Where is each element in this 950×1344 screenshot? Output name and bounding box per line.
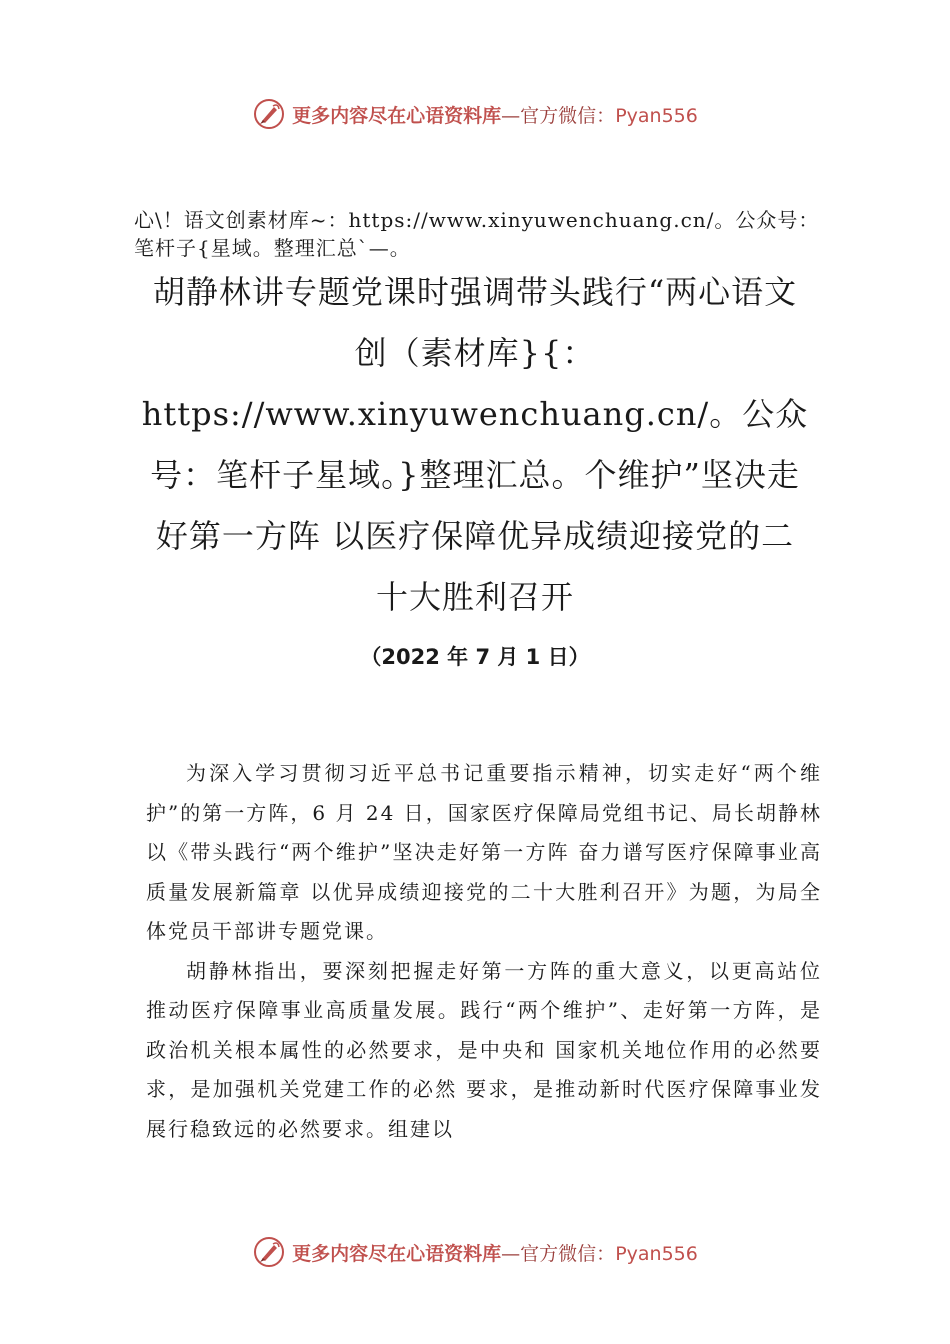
watermark-text: 更多内容尽在心语资料库—官方微信：Pyan556	[292, 104, 698, 127]
watermark-text: 更多内容尽在心语资料库—官方微信：Pyan556	[292, 1242, 698, 1265]
body-paragraph: 胡静林指出，要深刻把握走好第一方阵的重大意义，以更高站位推动医疗保障事业高质量发展。践行“两个维护”、走好第一方阵，是政治机关根本属性的必然要求，是中央和 国家机关地位作用的必然要求，是加强机关党建工作的必然 要求，是推动新时代医疗保障事业发展行稳致远的必然要求。组建以	[146, 958, 822, 1141]
body-paragraph: 为深入学习贯彻习近平总书记重要指示精神，切实走好“两个维护”的第一方阵，6 月 24 日，国家医疗保障局党组书记、局长胡静林以《带头践行“两个维护”坚决走好第一方阵 奋力谱写医疗保障事业高质量发展新篇章 以优异成绩迎接党的二十大胜利召开》为题，为局全体党员干部讲专题党课。	[146, 761, 822, 943]
document-body	[146, 754, 822, 1149]
promo-text: 心\！语文创素材库~：https://www.xinyuwenchuang.cn/。公众号：笔杆子{星域。整理汇总`—。	[134, 208, 820, 260]
footer-watermark	[0, 1232, 950, 1272]
document-date: （2022 年 7 月 1 日）	[360, 645, 590, 669]
pen-nib-logo-icon	[252, 1235, 286, 1269]
document-title: 胡静林讲专题党课时强调带头践行“两心语文创（素材库}{：https://www.xinyuwenchuang.cn/。公众号：笔杆子星域。}整理汇总。个维护”坚决走好第一方阵 以医疗保障优异成绩迎接党的二十大胜利召开	[141, 273, 809, 616]
pen-nib-logo-icon	[252, 97, 286, 131]
header-watermark	[0, 94, 950, 134]
